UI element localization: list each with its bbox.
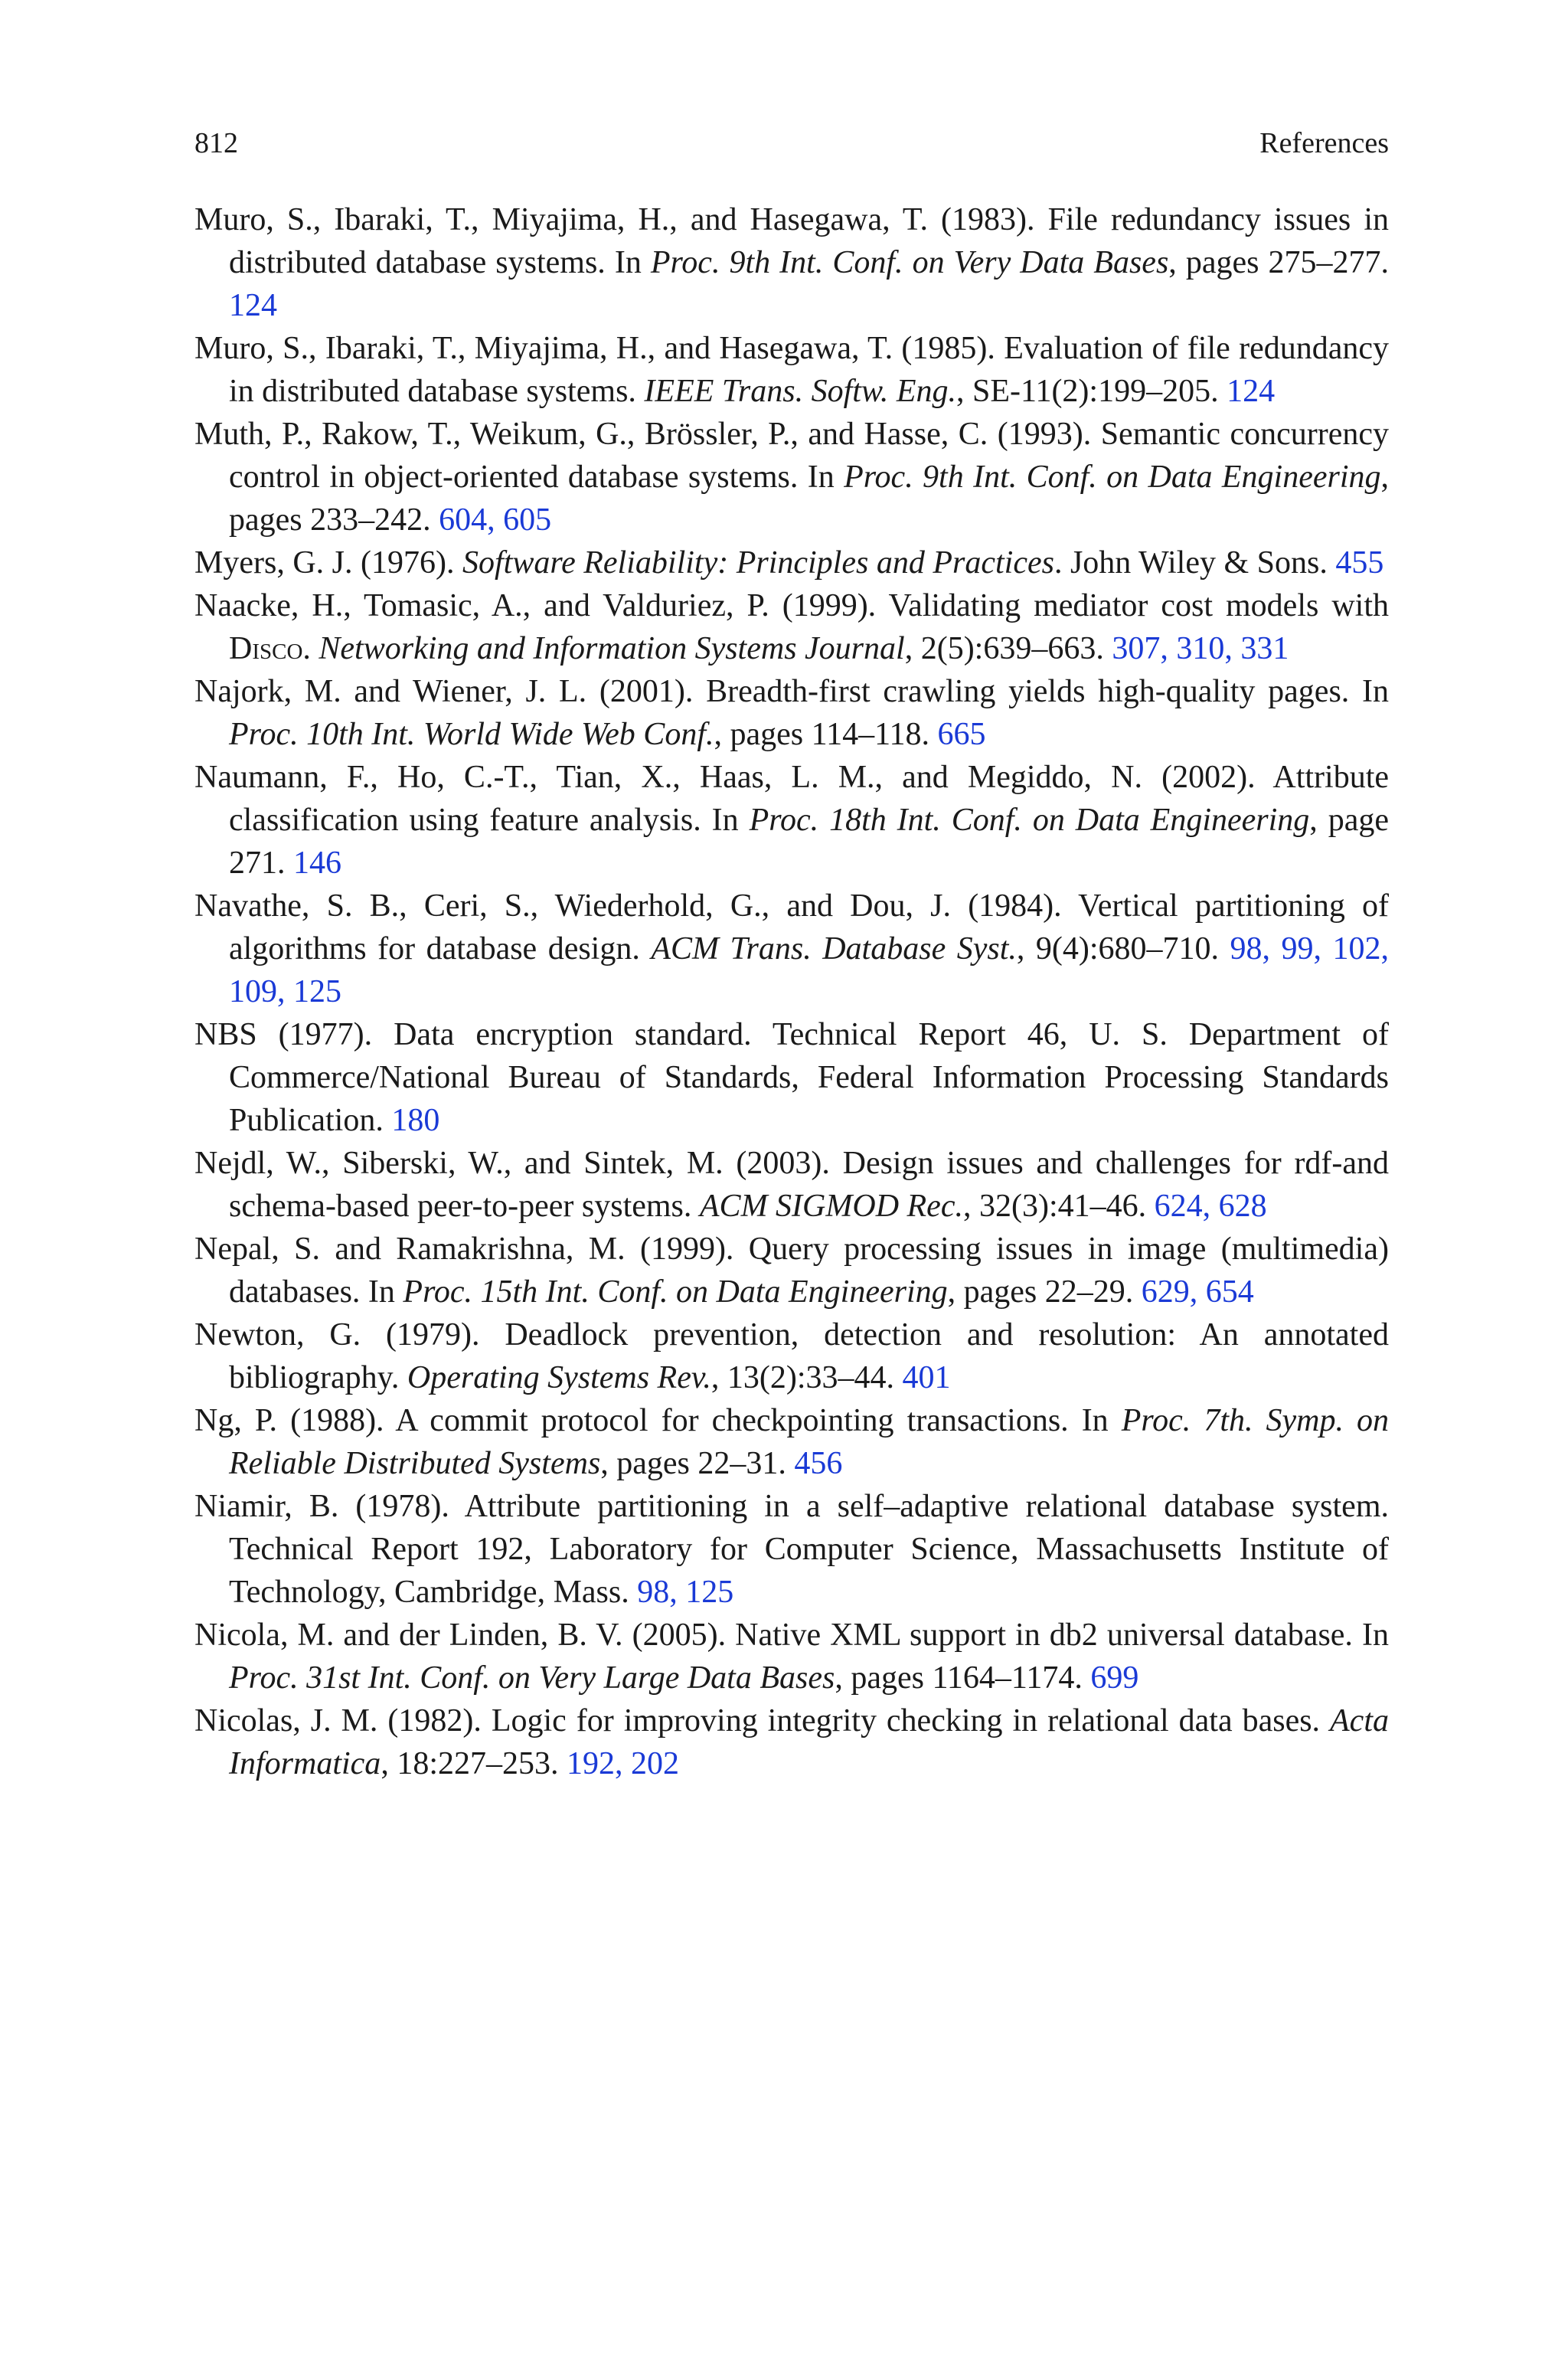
reference-entry <box>194 198 1389 327</box>
reference-venue: Acta Informatica <box>229 1703 1389 1781</box>
reference-authors: Myers, G. J. <box>194 545 353 581</box>
reference-details: , 2(5):639–663. <box>904 631 1112 666</box>
reference-entry <box>194 1614 1389 1699</box>
reference-authors: Muth, P., Rakow, T., Weikum, G., Brössler, P., and Hasse, C. <box>194 417 988 452</box>
reference-authors: Nejdl, W., Siberski, W., and Sintek, M. <box>194 1146 724 1181</box>
reference-year: (2005). <box>622 1617 736 1653</box>
backref-link[interactable]: 192, 202 <box>566 1746 679 1781</box>
reference-venue: IEEE Trans. Softw. Eng. <box>644 374 956 409</box>
reference-title: Data encryption standard. Technical Report 46, U. S. Department of Commerce/National Bureau of Standards, Federal Information Processing Standards Publication. <box>229 1017 1389 1138</box>
backref-link[interactable]: 665 <box>937 717 986 752</box>
reference-year: (2002). <box>1142 760 1273 795</box>
reference-title: Breadth-first crawling yields high-quality pages. In <box>706 674 1389 709</box>
backref-link[interactable]: 98, 99, 102, 109, 125 <box>229 931 1389 1009</box>
reference-details: , 32(3):41–46. <box>962 1189 1155 1224</box>
reference-details: , 13(2):33–44. <box>710 1360 903 1395</box>
reference-venue: Proc. 9th Int. Conf. on Data Engineering <box>844 460 1381 495</box>
reference-title: Evaluation of file redundancy in distributed database systems. <box>229 331 1389 409</box>
reference-authors: Newton, G. <box>194 1317 361 1353</box>
reference-authors: Muro, S., Ibaraki, T., Miyajima, H., and Hasegawa, T. <box>194 202 928 237</box>
reference-title: Native XML support in db2 universal database. In <box>735 1617 1389 1653</box>
reference-title: Logic for improving integrity checking in relational data bases. <box>491 1703 1331 1739</box>
reference-title: Semantic concurrency control in object-oriented database systems. In <box>229 417 1389 495</box>
reference-authors: Naumann, F., Ho, C.-T., Tian, X., Haas, L. M., and Megiddo, N. <box>194 760 1142 795</box>
reference-title: Deadlock prevention, detection and resolution: An annotated bibliography. <box>229 1317 1389 1395</box>
reference-year: (1983). <box>927 202 1048 237</box>
reference-entry <box>194 1013 1389 1142</box>
reference-venue: Proc. 10th Int. World Wide Web Conf. <box>229 717 714 752</box>
backref-link[interactable]: 401 <box>902 1360 951 1395</box>
reference-venue: Proc. 9th Int. Conf. on Very Data Bases <box>650 245 1169 280</box>
reference-entry <box>194 1699 1389 1785</box>
reference-entry <box>194 885 1389 1013</box>
running-head-title: References <box>1259 127 1389 159</box>
backref-link[interactable]: 180 <box>391 1103 440 1138</box>
reference-year: (2001). <box>586 674 707 709</box>
reference-venue: Proc. 7th. Symp. on Reliable Distributed Systems <box>229 1403 1390 1481</box>
reference-title: Query processing issues in image (multimedia) databases. In <box>229 1232 1389 1310</box>
reference-authors: NBS <box>194 1017 257 1052</box>
reference-authors: Navathe, S. B., Ceri, S., Wiederhold, G., and Dou, J. <box>194 888 952 924</box>
reference-year: (1977). <box>256 1017 394 1052</box>
reference-title: A commit protocol for checkpointing transactions. In <box>395 1403 1122 1438</box>
reference-title: Design issues and challenges for rdf-and schema-based peer-to-peer systems. <box>229 1146 1390 1224</box>
reference-details: , pages 114–118. <box>714 717 938 752</box>
reference-details: , pages 1164–1174. <box>835 1660 1091 1696</box>
backref-link[interactable]: 146 <box>293 846 341 881</box>
page-number: 812 <box>194 127 238 159</box>
backref-link[interactable]: 456 <box>794 1446 843 1481</box>
reference-year: (1993). <box>988 417 1101 452</box>
reference-entry <box>194 327 1389 413</box>
reference-venue: Proc. 18th Int. Conf. on Data Engineering <box>749 803 1310 838</box>
reference-venue: ACM SIGMOD Rec. <box>699 1189 963 1224</box>
reference-year: (1979). <box>361 1317 505 1353</box>
reference-details: , pages 22–31. <box>600 1446 795 1481</box>
reference-authors: Najork, M. and Wiener, J. L. <box>194 674 587 709</box>
reference-list <box>194 198 1389 1785</box>
reference-venue: Networking and Information Systems Journal <box>318 631 905 666</box>
reference-venue: Software Reliability: Principles and Practices <box>462 545 1054 581</box>
backref-link[interactable]: 307, 310, 331 <box>1112 631 1289 666</box>
backref-link[interactable]: 98, 125 <box>637 1575 734 1610</box>
backref-link[interactable]: 124 <box>229 288 277 323</box>
system-name-smallcaps: Disco <box>229 631 303 666</box>
reference-entry <box>194 1399 1389 1485</box>
reference-details: , SE-11(2):199–205. <box>956 374 1227 409</box>
reference-title-end: . <box>302 631 319 666</box>
reference-authors: Ng, P. <box>194 1403 278 1438</box>
backref-link[interactable]: 624, 628 <box>1154 1189 1267 1224</box>
reference-year: (1999). <box>625 1232 749 1267</box>
reference-venue: Proc. 15th Int. Conf. on Data Engineering <box>403 1274 948 1310</box>
reference-title: Attribute classification using feature analysis. In <box>229 760 1390 838</box>
reference-entry <box>194 1313 1389 1399</box>
reference-entry <box>194 1485 1389 1614</box>
reference-year: (1982). <box>377 1703 492 1739</box>
reference-title: File redundancy issues in distributed database systems. In <box>229 202 1389 280</box>
reference-authors: Muro, S., Ibaraki, T., Miyajima, H., and Hasegawa, T. <box>194 331 893 366</box>
reference-authors: Niamir, B. <box>194 1489 339 1524</box>
backref-link[interactable]: 699 <box>1090 1660 1139 1696</box>
page-header <box>194 124 1389 162</box>
reference-title: Validating mediator cost models with <box>888 588 1390 623</box>
reference-details: , 9(4):680–710. <box>1016 931 1230 967</box>
reference-title: Vertical partitioning of algorithms for database design. <box>229 888 1389 967</box>
reference-authors: Naacke, H., Tomasic, A., and Valduriez, P. <box>194 588 769 623</box>
reference-details: . John Wiley & Sons. <box>1054 545 1336 581</box>
reference-details: , page 271. <box>229 803 1389 881</box>
backref-link[interactable]: 629, 654 <box>1141 1274 1254 1310</box>
backref-link[interactable]: 604, 605 <box>439 502 552 538</box>
reference-entry <box>194 756 1389 885</box>
reference-year: (1976). <box>352 545 462 581</box>
reference-title: Attribute partitioning in a self–adaptive relational database system. Technical Report 192, Laboratory for Computer Science, Massachusetts Institute of Technology, Cambridge, Mass. <box>229 1489 1389 1610</box>
backref-link[interactable]: 124 <box>1227 374 1276 409</box>
reference-entry <box>194 541 1389 584</box>
reference-details: , 18:227–253. <box>381 1746 567 1781</box>
reference-authors: Nicola, M. and der Linden, B. V. <box>194 1617 623 1653</box>
reference-year: (1988). <box>277 1403 396 1438</box>
backref-link[interactable]: 455 <box>1335 545 1384 581</box>
reference-year: (2003). <box>723 1146 843 1181</box>
reference-entry <box>194 1228 1389 1313</box>
reference-entry <box>194 584 1389 670</box>
reference-year: (1984). <box>951 888 1079 924</box>
reference-details: , pages 275–277. <box>1168 245 1389 280</box>
reference-entry <box>194 670 1389 756</box>
reference-details: , pages 22–29. <box>947 1274 1142 1310</box>
reference-venue: Operating Systems Rev. <box>407 1360 711 1395</box>
reference-venue: ACM Trans. Database Syst. <box>651 931 1017 967</box>
reference-entry <box>194 413 1389 541</box>
reference-year: (1999). <box>769 588 889 623</box>
reference-details: , pages 233–242. <box>229 460 1389 538</box>
reference-entry <box>194 1142 1389 1228</box>
reference-authors: Nepal, S. and Ramakrishna, M. <box>194 1232 626 1267</box>
reference-venue: Proc. 31st Int. Conf. on Very Large Data Bases <box>229 1660 835 1696</box>
reference-year: (1978). <box>338 1489 465 1524</box>
reference-authors: Nicolas, J. M. <box>194 1703 378 1739</box>
reference-year: (1985). <box>893 331 1004 366</box>
